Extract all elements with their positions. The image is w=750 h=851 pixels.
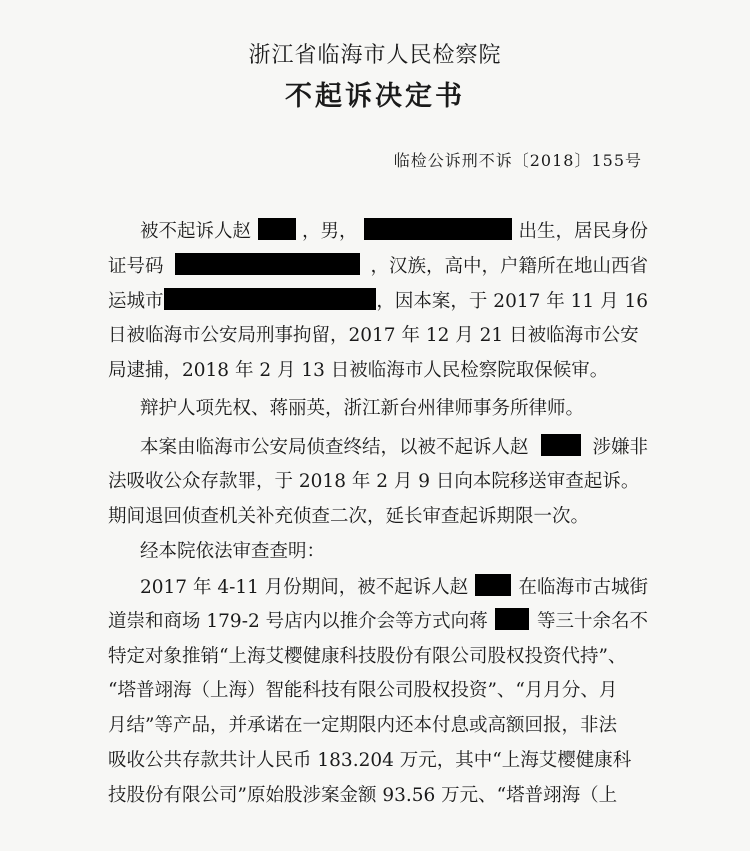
text-segment: 2017 年 4-11 月份期间，被不起诉人赵	[140, 577, 469, 598]
redaction-block	[364, 218, 512, 240]
redaction-block	[475, 574, 511, 596]
body-line	[108, 218, 648, 246]
text-segment: 本案由临海市公安局侦查终结，以被不起诉人赵	[140, 437, 529, 458]
body-line	[108, 468, 648, 496]
redaction-block	[541, 434, 581, 456]
body-line	[108, 782, 648, 810]
body-line	[108, 712, 648, 740]
body-line	[108, 288, 648, 316]
text-segment: 在临海市古城街	[518, 577, 648, 598]
text-segment: 证号码	[108, 256, 164, 277]
body-line	[108, 357, 648, 385]
body-line	[108, 574, 648, 602]
text-segment: 道崇和商场 179-2 号店内以推介会等方式向蒋	[108, 611, 488, 632]
text-segment: 等三十余名不	[536, 611, 648, 632]
text-segment: ，汉族，高中，户籍所在地山西省	[370, 256, 648, 277]
body-line	[108, 747, 648, 775]
body-line	[108, 643, 648, 671]
redaction-block	[495, 608, 529, 630]
redaction-block	[258, 218, 296, 240]
body-line	[108, 503, 648, 531]
issuing-organization: 浙江省临海市人民检察院	[248, 43, 502, 68]
text-segment: 特定对象推销“上海艾樱健康科技股份有限公司股权投资代持”、	[108, 646, 627, 667]
document-number: 临检公诉刑不诉〔2018〕155号	[393, 151, 642, 170]
text-segment: 月结”等产品，并承诺在一定期限内还本付息或高额回报，非法	[108, 715, 617, 736]
body-line	[108, 322, 648, 350]
text-segment: ，男，	[301, 221, 358, 242]
text-segment: 涉嫌非	[592, 437, 648, 458]
text-segment: ，因本案，于 2017 年 11 月 16	[376, 291, 648, 312]
text-segment: 局逮捕，2018 年 2 月 13 日被临海市人民检察院取保候审。	[108, 360, 609, 381]
body-line	[108, 538, 648, 566]
text-segment: 法吸收公众存款罪，于 2018 年 2 月 9 日向本院移送审查起诉。	[108, 471, 640, 492]
text-segment: 期间退回侦查机关补充侦查二次，延长审查起诉期限一次。	[108, 506, 590, 527]
body-line	[108, 395, 648, 423]
redaction-block	[175, 253, 360, 275]
document-title: 不起诉决定书	[285, 81, 465, 112]
text-segment: 经本院依法审查查明：	[140, 541, 326, 562]
text-segment: 运城市	[108, 291, 164, 312]
text-segment: 日被临海市公安局刑事拘留，2017 年 12 月 21 日被临海市公安	[108, 325, 639, 346]
text-segment: 吸收公共存款共计人民币 183.204 万元，其中“上海艾樱健康科	[108, 750, 632, 771]
redaction-block	[164, 288, 377, 310]
body-line	[108, 677, 648, 705]
text-segment: 出生，居民身份	[518, 221, 648, 242]
body-line	[108, 253, 648, 281]
text-segment: 被不起诉人赵	[140, 221, 252, 242]
body-line	[108, 608, 648, 636]
text-segment: 技股份有限公司”原始股涉案金额 93.56 万元、“塔普翊海（上	[108, 785, 618, 806]
text-segment: “塔普翊海（上海）智能科技有限公司股权投资”、“月月分、月	[108, 680, 618, 701]
body-line	[108, 434, 648, 462]
text-segment: 辩护人项先权、蒋丽英，浙江新台州律师事务所律师。	[140, 398, 585, 419]
